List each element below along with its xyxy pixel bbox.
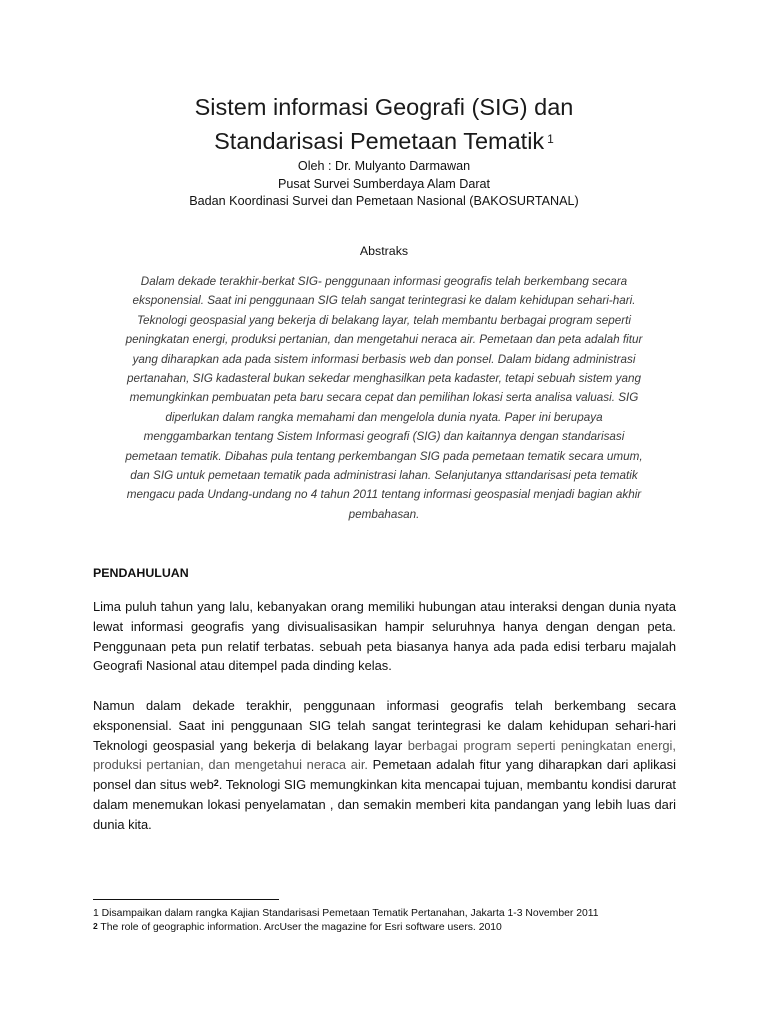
- title-footnote-marker: 1: [547, 132, 554, 146]
- footnote-2-marker: 2: [93, 921, 98, 931]
- abstract-line: eksponensial. Saat ini penggunaan SIG telah sangat terintegrasi ke dalam kehidupan sehari-hari.: [132, 294, 636, 308]
- abstract-line: dan SIG untuk pemetaan tematik pada administrasi lahan. Selanjutanya sttandarisasi peta tematik: [130, 469, 638, 483]
- paragraph-2-part-c: Pemetaan adalah fitur yang diharapkan dari aplikasi ponsel dan situs web: [93, 757, 676, 793]
- byline: [92, 158, 676, 211]
- paragraph-2-footnote-marker: 2: [213, 778, 219, 789]
- abstract-line: pertanahan, SIG kadasteral bukan sekedar menghasilkan peta kadaster, tetapi sebuah sistem yang: [127, 372, 641, 386]
- footnote-1: 1 Disampaikan dalam rangka Kajian Standarisasi Pemetaan Tematik Pertanahan, Jakarta 1-3 November 2011: [93, 908, 599, 919]
- title-line-1: Sistem informasi Geografi (SIG) dan: [194, 94, 574, 120]
- section-heading: PENDAHULUAN: [93, 566, 189, 580]
- paragraph-1: Lima puluh tahun yang lalu, kebanyakan orang memiliki hubungan atau interaksi dengan dunia nyata lewat informasi geografis yang divisualisasikan hampir seluruhnya hanya dengan dengan peta. Penggunaan peta pun relatif terbatas. sebuah peta biasanya hanya ada pada edisi terbaru majalah Geografi Nasional atau ditempel pada dinding kelas.: [93, 599, 676, 674]
- affiliation-1: Pusat Survei Sumberdaya Alam Darat: [277, 176, 491, 191]
- abstract-line: memungkinkan pembuatan peta baru secara cepat dan pemilihan lokasi serta analisa valuasi. SIG: [129, 391, 639, 405]
- paragraph-2-part-a: Namun dalam dekade terakhir, penggunaan informasi geografis telah berkembang secara eksponensial. Saat ini penggunaan SIG telah sangat terintegrasi ke dalam kehidupan sehari-hari Teknologi geospasial yang bekerja di belakang layar: [93, 698, 676, 753]
- affiliation-2: Badan Koordinasi Survei dan Pemetaan Nasional (BAKOSURTANAL): [189, 194, 579, 208]
- abstract-line: menggambarkan tentang Sistem Informasi geografi (SIG) dan kaitannya dengan standarisasi: [143, 430, 625, 444]
- abstract-body: [94, 272, 674, 524]
- abstract-line: yang diharapkan ada pada sistem informasi berbasis web dan ponsel. Dalam bidang administrasi: [132, 352, 636, 366]
- paragraph-2-part-d: . Teknologi SIG memungkinkan kita mencapai tujuan, membantu kondisi darurat dalam menemukan lokasi penyelamatan , dan semakin memberi kita pandangan yang lebih luas dari dunia kita.: [93, 777, 677, 832]
- abstract-line: Teknologi geospasial yang bekerja di belakang layar, telah membantu berbagai program seperti: [136, 313, 631, 327]
- footnote-separator: [93, 899, 279, 900]
- abstract-heading: Abstraks: [359, 244, 409, 258]
- paragraph-2: [93, 696, 676, 835]
- abstract-line: mengacu pada Undang-undang no 4 tahun 2011 tentang informasi geospasial menjadi bagian akhir: [126, 488, 642, 502]
- title-line-2: [92, 124, 676, 158]
- abstract-line: peningkatan energi, produksi pertanian, dan mengetahui neraca air. Pemetaan dan peta adalah fitur: [125, 333, 643, 347]
- paragraph-2-highlighted-text: berbagai program seperti peningkatan energi, produksi pertanian, dan mengetahui neraca air.: [93, 737, 676, 773]
- abstract-line: diperlukan dalam rangka memahami dan mengelola dunia nyata. Paper ini berupaya: [165, 410, 603, 424]
- abstract-line: Dalam dekade terakhir-berkat SIG- penggunaan informasi geografis telah berkembang secara: [140, 275, 628, 288]
- document-title: [92, 90, 676, 158]
- footnote-2-text: The role of geographic information. ArcUser the magazine for Esri software users. 2010: [97, 922, 502, 933]
- abstract-line: pemetaan tematik. Dibahas pula tentang perkembangan SIG pada pemetaan tematik secara umum,: [125, 449, 643, 463]
- abstract-line: pembahasan.: [348, 507, 420, 521]
- title-line-2-text: Standarisasi Pemetaan Tematik: [214, 128, 545, 154]
- author: Oleh : Dr. Mulyanto Darmawan: [297, 159, 471, 173]
- footnote-2: [93, 921, 693, 934]
